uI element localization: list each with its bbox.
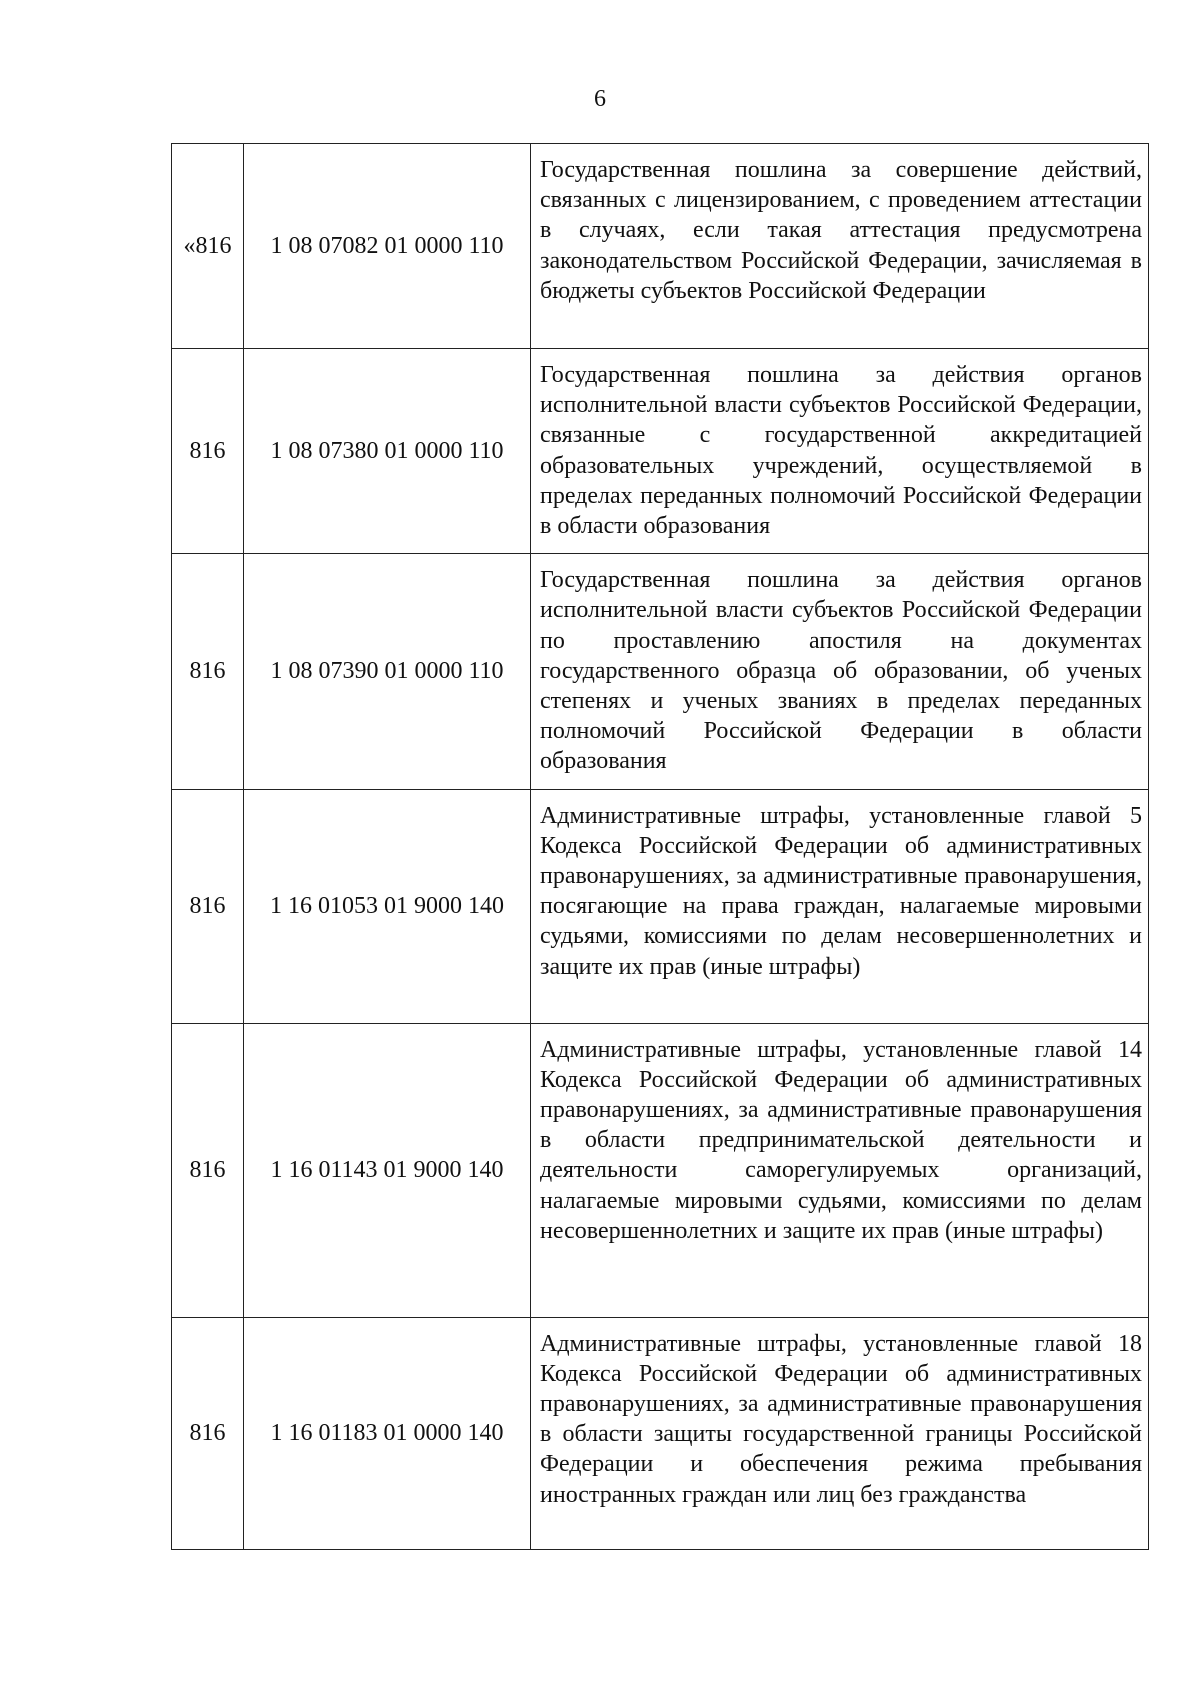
administrator-code-cell: «816 <box>172 144 244 349</box>
table-row <box>172 144 1149 349</box>
description-text: Административные штрафы, установленные главой 14 Кодекса Российской Федерации об административных правонарушениях, за административные правонарушения в области предпринимательской деятельности и деятельности саморегулируемых организаций, налагаемые мировыми судьями, комиссиями по делам несовершеннолетних и защите их прав (иные штрафы) <box>540 1036 1142 1244</box>
description-cell <box>531 144 1149 349</box>
budget-classification-table <box>171 143 1149 1550</box>
page-number: 6 <box>594 86 606 112</box>
table-row <box>172 789 1149 1023</box>
description-text: Государственная пошлина за действия органов исполнительной власти субъектов Российской Федерации, связанные с государственной аккредитацией образовательных учреждений, осуществляемой в пределах переданных полномочий Российской Федерации в области образования <box>540 362 1142 540</box>
budget-code-cell: 1 08 07082 01 0000 110 <box>244 144 531 349</box>
administrator-code-cell: 816 <box>172 789 244 1023</box>
table-row <box>172 1023 1149 1317</box>
administrator-code-cell: 816 <box>172 1317 244 1549</box>
description-text: Административные штрафы, установленные главой 5 Кодекса Российской Федерации об административных правонарушениях, за административные правонарушения, посягающие на права граждан, налагаемые мировыми судьями, комиссиями по делам несовершеннолетних и защите их прав (иные штрафы) <box>540 802 1142 980</box>
budget-code-cell: 1 16 01143 01 9000 140 <box>244 1023 531 1317</box>
administrator-code-cell: 816 <box>172 349 244 554</box>
description-cell <box>531 789 1149 1023</box>
table-row <box>172 554 1149 789</box>
description-cell <box>531 1317 1149 1549</box>
description-cell <box>531 554 1149 789</box>
table-row <box>172 349 1149 554</box>
budget-code-cell: 1 08 07390 01 0000 110 <box>244 554 531 789</box>
administrator-code-cell: 816 <box>172 1023 244 1317</box>
description-text: Государственная пошлина за действия органов исполнительной власти субъектов Российской Федерации по проставлению апостиля на документах государственного образца об образовании, об ученых степенях и ученых званиях в пределах переданных полномочий Российской Федерации в области образования <box>540 567 1142 775</box>
table-row <box>172 1317 1149 1549</box>
description-cell <box>531 349 1149 554</box>
budget-code-cell: 1 16 01183 01 0000 140 <box>244 1317 531 1549</box>
budget-code-cell: 1 16 01053 01 9000 140 <box>244 789 531 1023</box>
description-cell <box>531 1023 1149 1317</box>
administrator-code-cell: 816 <box>172 554 244 789</box>
description-text: Государственная пошлина за совершение действий, связанных с лицензированием, с проведением аттестации в случаях, если такая аттестация предусмотрена законодательством Российской Федерации, зачисляемая в бюджеты субъектов Российской Федерации <box>540 157 1142 304</box>
budget-code-cell: 1 08 07380 01 0000 110 <box>244 349 531 554</box>
description-text: Административные штрафы, установленные главой 18 Кодекса Российской Федерации об административных правонарушениях, за административные правонарушения в области защиты государственной границы Российской Федерации и обеспечения режима пребывания иностранных граждан или лиц без гражданства <box>540 1330 1142 1508</box>
